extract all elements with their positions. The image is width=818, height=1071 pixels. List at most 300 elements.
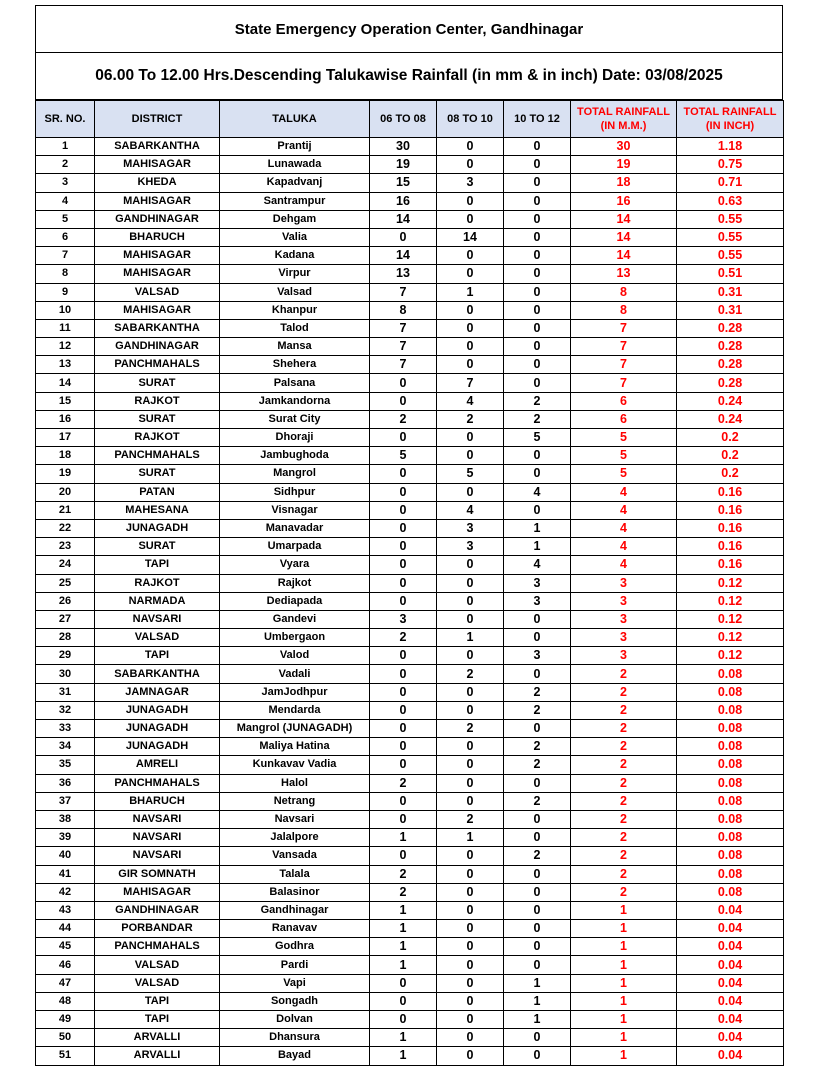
col-total-inch-line2: (IN INCH) — [705, 120, 755, 132]
sr-no-cell: 42 — [36, 883, 95, 901]
total-mm-cell: 13 — [571, 265, 677, 283]
p2-cell: 0 — [437, 156, 504, 174]
district-cell: VALSAD — [95, 956, 220, 974]
p3-cell: 0 — [504, 265, 571, 283]
total-inch-cell: 0.08 — [677, 774, 784, 792]
p3-cell: 0 — [504, 938, 571, 956]
sr-no-cell: 5 — [36, 210, 95, 228]
p1-cell: 2 — [370, 410, 437, 428]
district-cell: PANCHMAHALS — [95, 447, 220, 465]
district-cell: SABARKANTHA — [95, 319, 220, 337]
p3-cell: 0 — [504, 156, 571, 174]
taluka-cell: Palsana — [220, 374, 370, 392]
table-row — [36, 174, 784, 192]
total-inch-cell: 0.31 — [677, 301, 784, 319]
p1-cell: 1 — [370, 1047, 437, 1065]
rainfall-table — [35, 100, 784, 1066]
p3-cell: 0 — [504, 610, 571, 628]
p2-cell: 0 — [437, 992, 504, 1010]
sr-no-cell: 3 — [36, 174, 95, 192]
p2-cell: 0 — [437, 556, 504, 574]
p3-cell: 3 — [504, 647, 571, 665]
col-08-to-10: 08 TO 10 — [437, 101, 504, 138]
sr-no-cell: 28 — [36, 629, 95, 647]
total-mm-cell: 7 — [571, 356, 677, 374]
total-mm-cell: 4 — [571, 501, 677, 519]
sr-no-cell: 9 — [36, 283, 95, 301]
p3-cell: 2 — [504, 410, 571, 428]
p3-cell: 2 — [504, 392, 571, 410]
p3-cell: 0 — [504, 1029, 571, 1047]
p1-cell: 1 — [370, 829, 437, 847]
taluka-cell: Dhoraji — [220, 429, 370, 447]
taluka-cell: Umbergaon — [220, 629, 370, 647]
p1-cell: 0 — [370, 538, 437, 556]
total-inch-cell: 0.04 — [677, 938, 784, 956]
total-mm-cell: 7 — [571, 374, 677, 392]
total-mm-cell: 8 — [571, 283, 677, 301]
table-row — [36, 574, 784, 592]
p2-cell: 5 — [437, 465, 504, 483]
total-inch-cell: 0.12 — [677, 574, 784, 592]
total-mm-cell: 2 — [571, 847, 677, 865]
p1-cell: 1 — [370, 938, 437, 956]
p1-cell: 15 — [370, 174, 437, 192]
total-inch-cell: 0.08 — [677, 829, 784, 847]
taluka-cell: Gandhinagar — [220, 901, 370, 919]
p3-cell: 0 — [504, 338, 571, 356]
taluka-cell: Valsad — [220, 283, 370, 301]
total-inch-cell: 0.04 — [677, 992, 784, 1010]
total-inch-cell: 0.04 — [677, 901, 784, 919]
p3-cell: 5 — [504, 429, 571, 447]
p2-cell: 0 — [437, 756, 504, 774]
p3-cell: 0 — [504, 192, 571, 210]
sr-no-cell: 2 — [36, 156, 95, 174]
sr-no-cell: 47 — [36, 974, 95, 992]
total-inch-cell: 0.08 — [677, 810, 784, 828]
district-cell: NAVSARI — [95, 847, 220, 865]
table-row — [36, 847, 784, 865]
table-row — [36, 392, 784, 410]
district-cell: AMRELI — [95, 756, 220, 774]
district-cell: RAJKOT — [95, 574, 220, 592]
district-cell: ARVALLI — [95, 1029, 220, 1047]
sr-no-cell: 14 — [36, 374, 95, 392]
total-mm-cell: 5 — [571, 429, 677, 447]
total-mm-cell: 3 — [571, 610, 677, 628]
sr-no-cell: 43 — [36, 901, 95, 919]
sr-no-cell: 6 — [36, 228, 95, 246]
total-inch-cell: 0.08 — [677, 756, 784, 774]
district-cell: SURAT — [95, 538, 220, 556]
p3-cell: 0 — [504, 447, 571, 465]
taluka-cell: Surat City — [220, 410, 370, 428]
p1-cell: 1 — [370, 956, 437, 974]
total-mm-cell: 3 — [571, 574, 677, 592]
sr-no-cell: 41 — [36, 865, 95, 883]
total-inch-cell: 0.28 — [677, 319, 784, 337]
total-mm-cell: 18 — [571, 174, 677, 192]
total-mm-cell: 3 — [571, 592, 677, 610]
p3-cell: 0 — [504, 883, 571, 901]
p1-cell: 0 — [370, 810, 437, 828]
taluka-cell: Dhansura — [220, 1029, 370, 1047]
district-cell: GANDHINAGAR — [95, 338, 220, 356]
total-mm-cell: 2 — [571, 883, 677, 901]
sr-no-cell: 12 — [36, 338, 95, 356]
p3-cell: 4 — [504, 483, 571, 501]
p1-cell: 1 — [370, 1029, 437, 1047]
p3-cell: 3 — [504, 574, 571, 592]
total-mm-cell: 1 — [571, 974, 677, 992]
table-row — [36, 538, 784, 556]
sr-no-cell: 30 — [36, 665, 95, 683]
col-total-inch-line1: TOTAL RAINFALL — [683, 106, 777, 118]
taluka-cell: Netrang — [220, 792, 370, 810]
district-cell: PANCHMAHALS — [95, 938, 220, 956]
total-inch-cell: 0.2 — [677, 447, 784, 465]
table-row — [36, 301, 784, 319]
total-mm-cell: 1 — [571, 992, 677, 1010]
taluka-cell: Jambughoda — [220, 447, 370, 465]
taluka-cell: Dediapada — [220, 592, 370, 610]
p3-cell: 0 — [504, 138, 571, 156]
table-row — [36, 683, 784, 701]
table-row — [36, 192, 784, 210]
district-cell: MAHISAGAR — [95, 883, 220, 901]
total-inch-cell: 0.04 — [677, 974, 784, 992]
p3-cell: 0 — [504, 956, 571, 974]
col-10-to-12: 10 TO 12 — [504, 101, 571, 138]
p2-cell: 0 — [437, 701, 504, 719]
district-cell: PANCHMAHALS — [95, 356, 220, 374]
total-inch-cell: 0.08 — [677, 683, 784, 701]
p2-cell: 7 — [437, 374, 504, 392]
table-row — [36, 883, 784, 901]
taluka-cell: JamJodhpur — [220, 683, 370, 701]
sr-no-cell: 50 — [36, 1029, 95, 1047]
total-mm-cell: 2 — [571, 865, 677, 883]
p2-cell: 0 — [437, 192, 504, 210]
sr-no-cell: 44 — [36, 920, 95, 938]
table-row — [36, 1029, 784, 1047]
p1-cell: 3 — [370, 610, 437, 628]
district-cell: JAMNAGAR — [95, 683, 220, 701]
p3-cell: 1 — [504, 538, 571, 556]
p2-cell: 0 — [437, 210, 504, 228]
table-row — [36, 829, 784, 847]
table-row — [36, 665, 784, 683]
table-row — [36, 228, 784, 246]
taluka-cell: Umarpada — [220, 538, 370, 556]
taluka-cell: Mangrol (JUNAGADH) — [220, 720, 370, 738]
sr-no-cell: 25 — [36, 574, 95, 592]
total-mm-cell: 2 — [571, 756, 677, 774]
p1-cell: 0 — [370, 992, 437, 1010]
sr-no-cell: 48 — [36, 992, 95, 1010]
district-cell: NARMADA — [95, 592, 220, 610]
total-mm-cell: 5 — [571, 447, 677, 465]
p3-cell: 0 — [504, 629, 571, 647]
p2-cell: 0 — [437, 738, 504, 756]
table-row — [36, 592, 784, 610]
total-inch-cell: 0.08 — [677, 701, 784, 719]
total-mm-cell: 14 — [571, 210, 677, 228]
sr-no-cell: 46 — [36, 956, 95, 974]
p2-cell: 1 — [437, 829, 504, 847]
p1-cell: 0 — [370, 574, 437, 592]
total-mm-cell: 1 — [571, 1047, 677, 1065]
p1-cell: 0 — [370, 519, 437, 537]
p3-cell: 2 — [504, 756, 571, 774]
p1-cell: 0 — [370, 701, 437, 719]
district-cell: ARVALLI — [95, 1047, 220, 1065]
taluka-cell: Navsari — [220, 810, 370, 828]
table-row — [36, 483, 784, 501]
taluka-cell: Valia — [220, 228, 370, 246]
taluka-cell: Mansa — [220, 338, 370, 356]
col-sr-no: SR. NO. — [36, 101, 95, 138]
taluka-cell: Godhra — [220, 938, 370, 956]
sr-no-cell: 33 — [36, 720, 95, 738]
district-cell: MAHISAGAR — [95, 301, 220, 319]
p3-cell: 0 — [504, 901, 571, 919]
table-header-row — [36, 101, 784, 138]
table-row — [36, 901, 784, 919]
district-cell: MAHISAGAR — [95, 192, 220, 210]
sr-no-cell: 45 — [36, 938, 95, 956]
p2-cell: 0 — [437, 956, 504, 974]
district-cell: SURAT — [95, 374, 220, 392]
district-cell: PANCHMAHALS — [95, 774, 220, 792]
col-06-to-08: 06 TO 08 — [370, 101, 437, 138]
p1-cell: 7 — [370, 319, 437, 337]
district-cell: TAPI — [95, 556, 220, 574]
table-row — [36, 865, 784, 883]
col-total-mm-line1: TOTAL RAINFALL — [577, 106, 670, 118]
total-mm-cell: 7 — [571, 319, 677, 337]
report-subtitle: 06.00 To 12.00 Hrs.Descending Talukawise Rainfall (in mm & in inch) Date: 03/08/2025 — [35, 52, 783, 100]
sr-no-cell: 16 — [36, 410, 95, 428]
taluka-cell: Songadh — [220, 992, 370, 1010]
total-mm-cell: 4 — [571, 519, 677, 537]
district-cell: MAHISAGAR — [95, 247, 220, 265]
total-inch-cell: 0.08 — [677, 738, 784, 756]
col-total-mm-line2: (IN M.M.) — [600, 120, 647, 132]
total-inch-cell: 0.08 — [677, 865, 784, 883]
district-cell: SABARKANTHA — [95, 138, 220, 156]
p2-cell: 4 — [437, 501, 504, 519]
p2-cell: 0 — [437, 429, 504, 447]
total-mm-cell: 6 — [571, 410, 677, 428]
total-mm-cell: 2 — [571, 701, 677, 719]
total-mm-cell: 14 — [571, 247, 677, 265]
total-inch-cell: 0.16 — [677, 501, 784, 519]
total-mm-cell: 3 — [571, 629, 677, 647]
total-mm-cell: 4 — [571, 538, 677, 556]
p3-cell: 0 — [504, 374, 571, 392]
total-inch-cell: 0.04 — [677, 1047, 784, 1065]
p1-cell: 19 — [370, 156, 437, 174]
taluka-cell: Sidhpur — [220, 483, 370, 501]
table-row — [36, 410, 784, 428]
total-mm-cell: 2 — [571, 738, 677, 756]
district-cell: MAHESANA — [95, 501, 220, 519]
table-row — [36, 138, 784, 156]
total-inch-cell: 0.51 — [677, 265, 784, 283]
sr-no-cell: 31 — [36, 683, 95, 701]
sr-no-cell: 38 — [36, 810, 95, 828]
p2-cell: 0 — [437, 574, 504, 592]
p2-cell: 0 — [437, 1047, 504, 1065]
table-row — [36, 738, 784, 756]
p2-cell: 0 — [437, 901, 504, 919]
p1-cell: 16 — [370, 192, 437, 210]
taluka-cell: Bayad — [220, 1047, 370, 1065]
p3-cell: 2 — [504, 847, 571, 865]
p1-cell: 0 — [370, 556, 437, 574]
total-inch-cell: 0.08 — [677, 883, 784, 901]
total-mm-cell: 30 — [571, 138, 677, 156]
total-mm-cell: 2 — [571, 810, 677, 828]
sr-no-cell: 4 — [36, 192, 95, 210]
p1-cell: 0 — [370, 592, 437, 610]
total-inch-cell: 0.16 — [677, 519, 784, 537]
total-mm-cell: 5 — [571, 465, 677, 483]
p2-cell: 4 — [437, 392, 504, 410]
district-cell: SABARKANTHA — [95, 665, 220, 683]
table-row — [36, 956, 784, 974]
table-row — [36, 920, 784, 938]
sr-no-cell: 17 — [36, 429, 95, 447]
table-row — [36, 319, 784, 337]
total-inch-cell: 0.75 — [677, 156, 784, 174]
total-inch-cell: 0.16 — [677, 556, 784, 574]
taluka-cell: Pardi — [220, 956, 370, 974]
total-inch-cell: 0.28 — [677, 356, 784, 374]
p3-cell: 0 — [504, 665, 571, 683]
p2-cell: 14 — [437, 228, 504, 246]
p1-cell: 2 — [370, 774, 437, 792]
p2-cell: 3 — [437, 519, 504, 537]
p3-cell: 4 — [504, 556, 571, 574]
table-row — [36, 247, 784, 265]
sr-no-cell: 39 — [36, 829, 95, 847]
district-cell: TAPI — [95, 1011, 220, 1029]
total-inch-cell: 0.08 — [677, 720, 784, 738]
p3-cell: 0 — [504, 810, 571, 828]
taluka-cell: Prantij — [220, 138, 370, 156]
col-total-inch — [677, 101, 784, 138]
taluka-cell: Ranavav — [220, 920, 370, 938]
report-title: State Emergency Operation Center, Gandhinagar — [35, 5, 783, 52]
taluka-cell: Valod — [220, 647, 370, 665]
taluka-cell: Jalalpore — [220, 829, 370, 847]
total-mm-cell: 2 — [571, 829, 677, 847]
taluka-cell: Manavadar — [220, 519, 370, 537]
p3-cell: 0 — [504, 465, 571, 483]
table-row — [36, 810, 784, 828]
district-cell: GANDHINAGAR — [95, 901, 220, 919]
district-cell: MAHISAGAR — [95, 265, 220, 283]
p3-cell: 2 — [504, 683, 571, 701]
p3-cell: 0 — [504, 501, 571, 519]
district-cell: VALSAD — [95, 629, 220, 647]
total-inch-cell: 0.08 — [677, 665, 784, 683]
district-cell: TAPI — [95, 647, 220, 665]
sr-no-cell: 34 — [36, 738, 95, 756]
p1-cell: 13 — [370, 265, 437, 283]
p2-cell: 0 — [437, 610, 504, 628]
taluka-cell: Virpur — [220, 265, 370, 283]
total-inch-cell: 0.71 — [677, 174, 784, 192]
district-cell: NAVSARI — [95, 829, 220, 847]
total-mm-cell: 19 — [571, 156, 677, 174]
sr-no-cell: 51 — [36, 1047, 95, 1065]
table-row — [36, 1011, 784, 1029]
total-mm-cell: 2 — [571, 683, 677, 701]
taluka-cell: Shehera — [220, 356, 370, 374]
table-row — [36, 447, 784, 465]
table-row — [36, 629, 784, 647]
p3-cell: 0 — [504, 174, 571, 192]
taluka-cell: Jamkandorna — [220, 392, 370, 410]
p2-cell: 0 — [437, 356, 504, 374]
sr-no-cell: 40 — [36, 847, 95, 865]
p3-cell: 0 — [504, 920, 571, 938]
p2-cell: 0 — [437, 974, 504, 992]
p1-cell: 1 — [370, 920, 437, 938]
taluka-cell: Gandevi — [220, 610, 370, 628]
p2-cell: 1 — [437, 283, 504, 301]
district-cell: JUNAGADH — [95, 519, 220, 537]
taluka-cell: Santrampur — [220, 192, 370, 210]
district-cell: VALSAD — [95, 283, 220, 301]
total-inch-cell: 0.28 — [677, 374, 784, 392]
p3-cell: 0 — [504, 283, 571, 301]
total-inch-cell: 0.04 — [677, 1029, 784, 1047]
p1-cell: 1 — [370, 901, 437, 919]
table-row — [36, 792, 784, 810]
p2-cell: 2 — [437, 810, 504, 828]
p3-cell: 0 — [504, 865, 571, 883]
p1-cell: 14 — [370, 210, 437, 228]
p3-cell: 0 — [504, 356, 571, 374]
taluka-cell: Dehgam — [220, 210, 370, 228]
district-cell: PATAN — [95, 483, 220, 501]
total-inch-cell: 0.31 — [677, 283, 784, 301]
total-inch-cell: 0.28 — [677, 338, 784, 356]
table-row — [36, 265, 784, 283]
district-cell: RAJKOT — [95, 429, 220, 447]
taluka-cell: Kapadvanj — [220, 174, 370, 192]
district-cell: MAHISAGAR — [95, 156, 220, 174]
sr-no-cell: 18 — [36, 447, 95, 465]
table-row — [36, 465, 784, 483]
taluka-cell: Lunawada — [220, 156, 370, 174]
taluka-cell: Dolvan — [220, 1011, 370, 1029]
total-mm-cell: 8 — [571, 301, 677, 319]
p3-cell: 0 — [504, 319, 571, 337]
district-cell: JUNAGADH — [95, 720, 220, 738]
p2-cell: 1 — [437, 629, 504, 647]
total-inch-cell: 0.12 — [677, 592, 784, 610]
sr-no-cell: 32 — [36, 701, 95, 719]
table-row — [36, 1047, 784, 1065]
p2-cell: 0 — [437, 338, 504, 356]
p2-cell: 0 — [437, 938, 504, 956]
